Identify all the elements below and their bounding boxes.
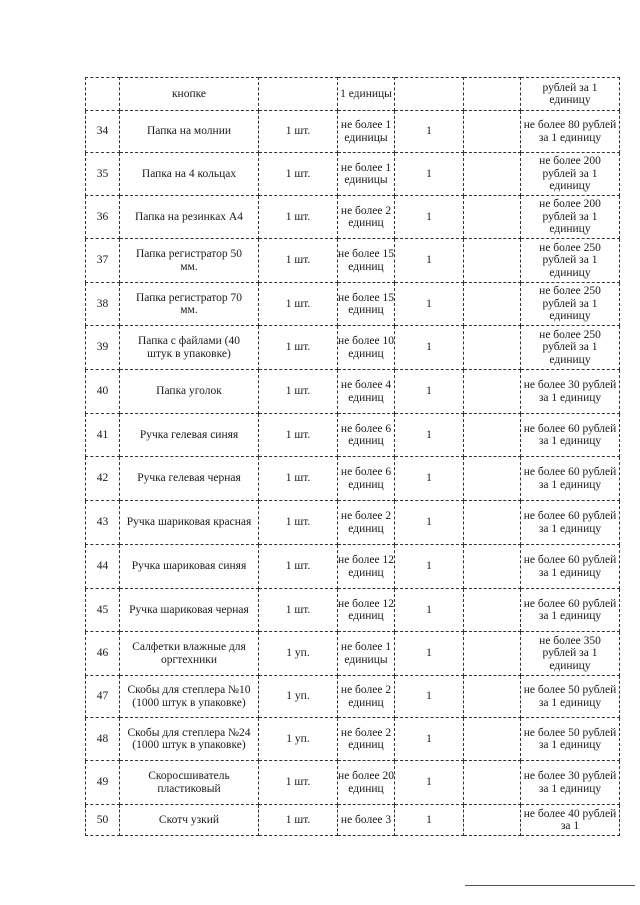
empty-cell-cell [464, 501, 521, 545]
item-name-cell [120, 501, 259, 545]
price-limit-cell [521, 414, 620, 457]
unit-of-measure-cell [259, 805, 338, 836]
row-number: 50 [96, 813, 109, 826]
unit-of-measure-cell [259, 718, 338, 761]
quantity-norm-cell [338, 761, 395, 805]
price-limit-cell [521, 718, 620, 761]
table-row [86, 761, 620, 805]
unit-of-measure: 1 шт. [285, 516, 311, 529]
empty-cell-cell [464, 545, 521, 589]
row-number-cell [86, 283, 120, 326]
empty-cell-cell [464, 196, 521, 239]
quantity: 1 [426, 297, 432, 310]
unit-of-measure-cell [259, 78, 338, 111]
row-number-cell [86, 239, 120, 283]
table-row [86, 196, 620, 239]
quantity-cell [395, 326, 464, 370]
quantity-norm: не более 3 [340, 813, 392, 826]
empty-cell-cell [464, 457, 521, 501]
quantity-norm: не более 4 единиц [340, 379, 392, 404]
item-name-cell [120, 457, 259, 501]
item-name: Папка регистратор 70 мм. [135, 291, 243, 316]
price-limit-cell [521, 153, 620, 196]
price-limit-cell [521, 370, 620, 414]
item-name-cell [120, 153, 259, 196]
quantity-cell [395, 676, 464, 718]
price-limit: не более 60 рублей за 1 единицу [523, 422, 617, 447]
unit-of-measure: 1 шт. [285, 254, 311, 267]
quantity: 1 [426, 732, 432, 745]
price-limit-cell [521, 196, 620, 239]
empty-cell-cell [464, 718, 521, 761]
table-row [86, 805, 620, 836]
quantity-norm: не более 6 единиц [340, 422, 392, 447]
item-name: Папка на молнии [146, 125, 231, 138]
item-name-cell [120, 718, 259, 761]
unit-of-measure: 1 шт. [285, 125, 311, 138]
item-name: Скобы для степлера №10 (1000 штук в упаковке) [127, 684, 251, 709]
table-row [86, 632, 620, 676]
quantity-norm-cell [338, 78, 395, 111]
unit-of-measure-cell [259, 414, 338, 457]
unit-of-measure: 1 шт. [285, 776, 311, 789]
quantity-norm-cell [338, 111, 395, 153]
quantity-norm: не более 2 единиц [340, 204, 392, 229]
unit-of-measure: 1 шт. [285, 385, 311, 398]
quantity-cell [395, 545, 464, 589]
quantity-norm: не более 15 единиц [338, 291, 394, 316]
item-name-cell [120, 196, 259, 239]
quantity-cell [395, 283, 464, 326]
item-name: Ручка шариковая синяя [131, 560, 247, 573]
quantity: 1 [426, 560, 432, 573]
price-limit: не более 250 рублей за 1 единицу [539, 285, 601, 323]
quantity: 1 [426, 776, 432, 789]
quantity-norm-cell [338, 283, 395, 326]
row-number: 37 [96, 254, 109, 267]
quantity-norm: не более 1 единицы [340, 641, 392, 666]
row-number: 41 [96, 428, 109, 441]
quantity-norm: не более 12 единиц [338, 554, 394, 579]
unit-of-measure-cell [259, 153, 338, 196]
quantity-norm-cell [338, 805, 395, 836]
quantity-norm: не более 1 единицы [340, 161, 392, 186]
unit-of-measure: 1 уп. [286, 647, 310, 660]
unit-of-measure-cell [259, 501, 338, 545]
quantity: 1 [426, 385, 432, 398]
row-number-cell [86, 111, 120, 153]
quantity: 1 [426, 254, 432, 267]
empty-cell-cell [464, 632, 521, 676]
quantity: 1 [426, 428, 432, 441]
price-limit: не более 200 рублей за 1 единицу [539, 198, 601, 236]
row-number-cell [86, 718, 120, 761]
unit-of-measure: 1 шт. [285, 603, 311, 616]
quantity: 1 [426, 516, 432, 529]
row-number-cell [86, 370, 120, 414]
price-limit-cell [521, 283, 620, 326]
quantity-norm: не более 1 единицы [340, 119, 392, 144]
quantity-norm: не более 2 единиц [340, 510, 392, 535]
empty-cell-cell [464, 414, 521, 457]
quantity-cell [395, 589, 464, 632]
row-number: 49 [96, 776, 109, 789]
quantity-cell [395, 196, 464, 239]
quantity-norm-cell [338, 326, 395, 370]
table-row [86, 414, 620, 457]
price-limit-cell [521, 111, 620, 153]
row-number-cell [86, 457, 120, 501]
empty-cell-cell [464, 370, 521, 414]
row-number: 42 [96, 472, 109, 485]
supplies-table [85, 77, 620, 836]
quantity-norm: не более 15 единиц [338, 248, 394, 273]
unit-of-measure: 1 шт. [285, 428, 311, 441]
price-limit-cell [521, 501, 620, 545]
table-row [86, 457, 620, 501]
price-limit: не более 30 рублей за 1 единицу [523, 379, 617, 404]
unit-of-measure: 1 шт. [285, 813, 311, 826]
price-limit: не более 60 рублей за 1 единицу [523, 554, 617, 579]
row-number: 38 [96, 297, 109, 310]
item-name: Ручка шариковая черная [129, 603, 249, 616]
item-name: Скоросшиватель пластиковый [148, 770, 230, 795]
row-number: 45 [96, 603, 109, 616]
item-name: Скобы для степлера №24 (1000 штук в упаковке) [127, 726, 251, 751]
row-number-cell [86, 501, 120, 545]
unit-of-measure-cell [259, 326, 338, 370]
price-limit: не более 80 рублей за 1 единицу [523, 119, 617, 144]
quantity-norm: не более 12 единиц [338, 597, 394, 622]
quantity: 1 [426, 647, 432, 660]
item-name-cell [120, 676, 259, 718]
row-number-cell [86, 589, 120, 632]
quantity-norm-cell [338, 239, 395, 283]
price-limit: не более 250 рублей за 1 единицу [539, 328, 601, 366]
row-number: 43 [96, 516, 109, 529]
table-row [86, 111, 620, 153]
quantity-cell [395, 414, 464, 457]
table-row [86, 239, 620, 283]
quantity-cell [395, 805, 464, 836]
quantity-norm-cell [338, 676, 395, 718]
unit-of-measure-cell [259, 676, 338, 718]
quantity-cell [395, 153, 464, 196]
item-name-cell [120, 632, 259, 676]
quantity-norm-cell [338, 718, 395, 761]
empty-cell-cell [464, 283, 521, 326]
row-number-cell [86, 196, 120, 239]
unit-of-measure-cell [259, 111, 338, 153]
item-name-cell [120, 111, 259, 153]
row-number: 36 [96, 210, 109, 223]
quantity: 1 [426, 210, 432, 223]
row-number-cell [86, 805, 120, 836]
quantity-norm-cell [338, 196, 395, 239]
quantity-cell [395, 370, 464, 414]
price-limit-cell [521, 239, 620, 283]
quantity: 1 [426, 472, 432, 485]
price-limit: не более 40 рублей за 1 [523, 807, 617, 832]
price-limit: не более 250 рублей за 1 единицу [539, 241, 601, 279]
quantity-norm: не более 2 единиц [340, 684, 392, 709]
row-number: 34 [96, 125, 109, 138]
item-name: Папка на 4 кольцах [141, 167, 237, 180]
unit-of-measure-cell [259, 589, 338, 632]
price-limit: не более 200 рублей за 1 единицу [539, 155, 601, 193]
price-limit-cell [521, 545, 620, 589]
row-number: 44 [96, 560, 109, 573]
quantity-norm-cell [338, 632, 395, 676]
empty-cell-cell [464, 676, 521, 718]
unit-of-measure-cell [259, 632, 338, 676]
item-name-cell [120, 78, 259, 111]
price-limit: не более 50 рублей за 1 единицу [523, 726, 617, 751]
row-number-cell [86, 761, 120, 805]
quantity-norm-cell [338, 370, 395, 414]
quantity-norm: не более 10 единиц [338, 335, 394, 360]
row-number-cell [86, 632, 120, 676]
row-number-cell [86, 326, 120, 370]
item-name-cell [120, 370, 259, 414]
table-row [86, 370, 620, 414]
empty-cell-cell [464, 153, 521, 196]
row-number: 48 [96, 732, 109, 745]
quantity-norm: не более 2 единиц [340, 726, 392, 751]
item-name-cell [120, 326, 259, 370]
quantity-norm-cell [338, 457, 395, 501]
unit-of-measure-cell [259, 761, 338, 805]
row-number: 46 [96, 647, 109, 660]
item-name-cell [120, 283, 259, 326]
item-name: Ручка гелевая черная [137, 472, 241, 485]
unit-of-measure: 1 шт. [285, 297, 311, 310]
unit-of-measure-cell [259, 239, 338, 283]
row-number: 35 [96, 167, 109, 180]
row-number-cell [86, 78, 120, 111]
row-number-cell [86, 676, 120, 718]
unit-of-measure-cell [259, 457, 338, 501]
item-name: Папка уголок [156, 385, 222, 398]
table-row [86, 545, 620, 589]
unit-of-measure-cell [259, 370, 338, 414]
quantity-norm-cell [338, 501, 395, 545]
quantity-norm: не более 6 единиц [340, 466, 392, 491]
empty-cell-cell [464, 761, 521, 805]
table-row [86, 153, 620, 196]
quantity-cell [395, 501, 464, 545]
quantity-cell [395, 111, 464, 153]
item-name-cell [120, 414, 259, 457]
price-limit: не более 350 рублей за 1 единицу [539, 634, 601, 672]
quantity-norm-cell [338, 153, 395, 196]
quantity-norm: 1 единицы [340, 87, 392, 100]
item-name: Папка с файлами (40 штук в упаковке) [138, 335, 240, 360]
row-number: 39 [96, 341, 109, 354]
unit-of-measure: 1 шт. [285, 167, 311, 180]
item-name-cell [120, 761, 259, 805]
item-name: Ручка шариковая красная [126, 516, 252, 529]
quantity-cell [395, 78, 464, 111]
price-limit: не более 60 рублей за 1 единицу [523, 597, 617, 622]
quantity: 1 [426, 603, 432, 616]
price-limit-cell [521, 676, 620, 718]
quantity: 1 [426, 813, 432, 826]
item-name-cell [120, 589, 259, 632]
unit-of-measure: 1 шт. [285, 560, 311, 573]
item-name-cell [120, 805, 259, 836]
table-row [86, 78, 620, 111]
price-limit-cell [521, 761, 620, 805]
empty-cell-cell [464, 589, 521, 632]
item-name: Папка на резинках А4 [135, 210, 243, 223]
empty-cell-cell [464, 805, 521, 836]
table-row [86, 283, 620, 326]
empty-cell-cell [464, 78, 521, 111]
price-limit: не более 60 рублей за 1 единицу [523, 466, 617, 491]
quantity: 1 [426, 167, 432, 180]
item-name: Папка регистратор 50 мм. [135, 248, 243, 273]
price-limit: не более 50 рублей за 1 единицу [523, 684, 617, 709]
row-number-cell [86, 414, 120, 457]
row-number-cell [86, 545, 120, 589]
unit-of-measure-cell [259, 283, 338, 326]
item-name: Ручка гелевая синяя [139, 428, 239, 441]
quantity: 1 [426, 341, 432, 354]
item-name-cell [120, 239, 259, 283]
quantity-norm-cell [338, 414, 395, 457]
empty-cell-cell [464, 111, 521, 153]
empty-cell-cell [464, 326, 521, 370]
table-row [86, 718, 620, 761]
item-name-cell [120, 545, 259, 589]
unit-of-measure-cell [259, 545, 338, 589]
quantity-cell [395, 761, 464, 805]
quantity-norm-cell [338, 589, 395, 632]
price-limit-cell [521, 805, 620, 836]
unit-of-measure: 1 шт. [285, 210, 311, 223]
unit-of-measure: 1 шт. [285, 341, 311, 354]
item-name: Скотч узкий [158, 813, 220, 826]
price-limit: не более 30 рублей за 1 единицу [523, 770, 617, 795]
unit-of-measure-cell [259, 196, 338, 239]
table-row [86, 589, 620, 632]
quantity-cell [395, 632, 464, 676]
price-limit-cell [521, 78, 620, 111]
quantity-cell [395, 239, 464, 283]
price-limit-cell [521, 326, 620, 370]
item-name: кнопке [171, 87, 207, 100]
empty-cell-cell [464, 239, 521, 283]
quantity-norm-cell [338, 545, 395, 589]
price-limit-cell [521, 632, 620, 676]
footer-rule [465, 885, 635, 886]
quantity-cell [395, 718, 464, 761]
row-number-cell [86, 153, 120, 196]
table-row [86, 676, 620, 718]
quantity-cell [395, 457, 464, 501]
table-row [86, 501, 620, 545]
table-row [86, 326, 620, 370]
item-name: Салфетки влажные для оргтехники [132, 641, 246, 666]
unit-of-measure: 1 уп. [286, 690, 310, 703]
quantity: 1 [426, 125, 432, 138]
unit-of-measure: 1 шт. [285, 472, 311, 485]
price-limit-cell [521, 457, 620, 501]
row-number: 47 [96, 690, 109, 703]
quantity: 1 [426, 690, 432, 703]
unit-of-measure: 1 уп. [286, 732, 310, 745]
price-limit-cell [521, 589, 620, 632]
row-number: 40 [96, 385, 109, 398]
price-limit: рублей за 1 единицу [542, 81, 598, 106]
price-limit: не более 60 рублей за 1 единицу [523, 510, 617, 535]
quantity-norm: не более 20 единиц [338, 770, 394, 795]
